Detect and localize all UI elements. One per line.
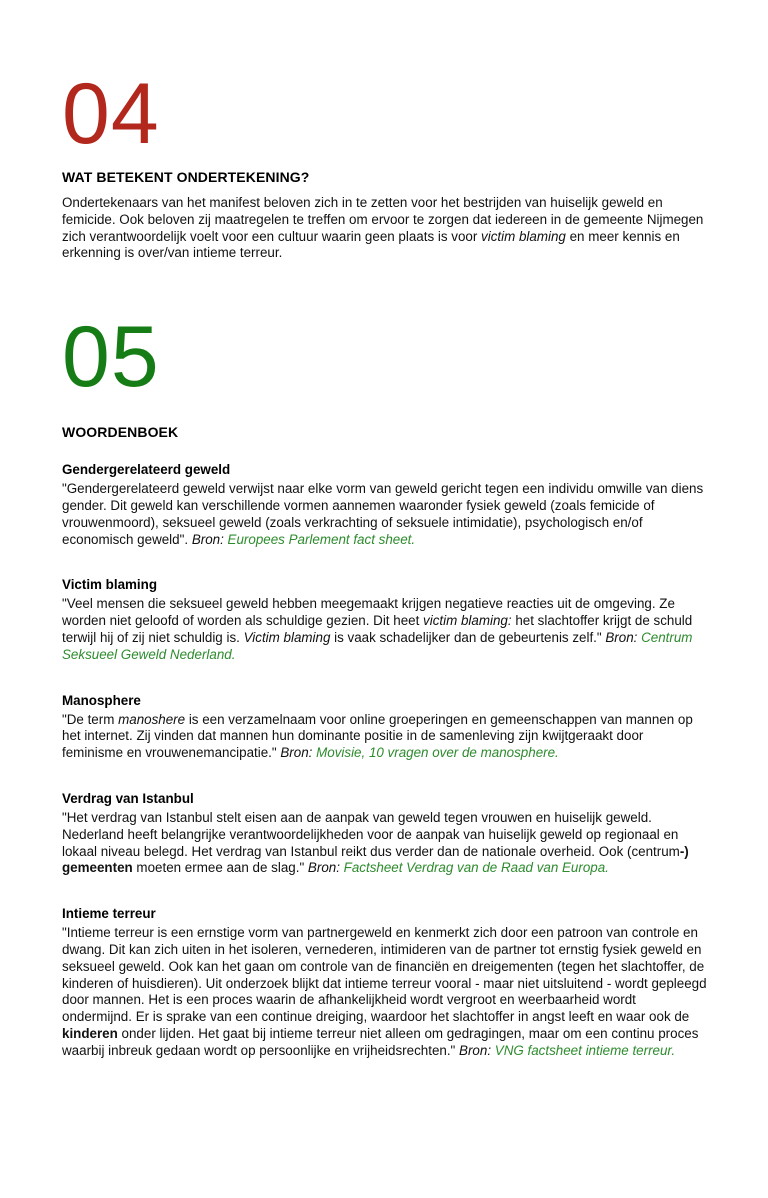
text-span: "De term <box>62 711 119 727</box>
entry-term: Verdrag van Istanbul <box>62 790 194 806</box>
italic-span: Bron: <box>605 629 642 645</box>
text-span: onder lijden. Het gaat bij intieme terreur niet alleen om gedragingen, maar om een continu proces waarbij inbreuk gedaan wordt op persoonlijke en vrijheidsrechten." <box>62 1025 699 1058</box>
source-link[interactable]: Movisie, 10 vragen over de manosphere. <box>316 745 559 761</box>
source-link[interactable]: Centrum Seksueel Geweld Nederland. <box>62 629 693 662</box>
text-span: "Intieme terreur is een ernstige vorm van partnergeweld en kenmerkt zich door een patroon van controle en dwang. Dit kan zich uiten in het isoleren, vernederen, intimideren van de partner tot ernstig fysiek geweld en seksueel geweld. Ook kan het gaan om controle van de financiën en dreigementen (tegen het slachtoffer, de kinderen of huisdieren). Uit onderzoek blijkt dat intieme terreur vooral - maar niet uitsluitend - wordt gepleegd door mannen. Het is een proces waarin de afhankelijkheid wordt vergroot en weerbaarheid wordt ondermijnd. Er is sprake van een continue dreiging, waardoor het slachtoffer in angst leeft en waar ook de <box>62 925 707 1025</box>
dictionary-entry <box>62 693 707 762</box>
source-link[interactable]: VNG factsheet intieme terreur. <box>494 1042 676 1058</box>
bold-span: -) gemeenten <box>62 843 689 876</box>
dictionary-entry <box>62 906 707 1059</box>
text-span: is vaak schadelijker dan de gebeurtenis zelf." <box>330 629 606 645</box>
section-04 <box>62 66 707 262</box>
text-span: "Gendergerelateerd geweld verwijst naar elke vorm van geweld gericht tegen een individu omwille van diens gender. Dit geweld kan verschillende vormen aannemen waaronder fysiek geweld (zoals femicide of vrouwenmoord), seksueel geweld (zoals verkrachting of seksuele intimidatie), psychologisch en/of economisch geweld". <box>62 481 704 547</box>
source-link[interactable]: Factsheet Verdrag van de Raad van Europa. <box>343 860 609 876</box>
entry-definition <box>62 596 707 663</box>
entry-definition <box>62 925 707 1059</box>
entry-definition <box>62 481 707 548</box>
text-span: "Het verdrag van Istanbul stelt eisen aan de aanpak van geweld tegen vrouwen en huiselijk geweld. Nederland heeft belangrijke verantwoordelijkheden voor de aanpak van huiselijk geweld op regionaal en lokaal niveau belegd. Het verdrag van Istanbul reikt dus verder dan de nationale overheid. Ook (centrum <box>62 809 680 859</box>
entry-term: Victim blaming <box>62 577 157 593</box>
italic-span: victim blaming: <box>423 613 512 629</box>
text-span: Ondertekenaars van het manifest beloven zich in te zetten voor het bestrijden van huiselijk geweld en femicide. Ook beloven zij maatregelen te treffen om ervoor te zorgen dat iedereen in de gemeente Nijmegen zich verantwoordelijk voelt voor een cultuur waarin geen plaats is voor <box>62 195 704 244</box>
entry-term: Manosphere <box>62 692 141 708</box>
text-span: "Veel mensen die seksueel geweld hebben meegemaakt krijgen negatieve reacties uit de omgeving. Ze worden niet geloofd of worden als schuldige gezien. Dit heet <box>62 596 675 629</box>
document-page <box>0 66 768 1198</box>
section-04-heading: WAT BETEKENT ONDERTEKENING? <box>62 169 310 185</box>
source-link[interactable]: Europees Parlement fact sheet. <box>227 531 416 547</box>
text-span: het slachtoffer krijgt de schuld terwijl hij of zij niet schuldig is. <box>62 613 693 645</box>
entry-definition <box>62 810 707 877</box>
section-05-heading: WOORDENBOEK <box>62 424 179 441</box>
entry-term: Intieme terreur <box>62 906 156 922</box>
italic-span: Bron: <box>191 531 228 547</box>
italic-span: Victim blaming <box>243 629 331 645</box>
section-number-05: 05 <box>62 309 160 406</box>
entry-definition <box>62 712 707 762</box>
italic-span: Bron: <box>280 745 317 761</box>
dictionary-entry <box>62 462 707 548</box>
entry-term: Gendergerelateerd geweld <box>62 462 231 478</box>
bold-span: kinderen <box>62 1025 118 1041</box>
text-span: is een verzamelnaam voor online groeperingen en gemeenschappen van mannen op het internet. Zij vinden dat mannen hun dominante positie in de samenleving zijn kwijtgeraakt door feminisme en vrouwenemancipatie." <box>62 711 693 761</box>
section-04-paragraph <box>62 195 707 262</box>
italic-span: victim blaming <box>481 228 566 244</box>
dictionary-entry <box>62 791 707 877</box>
section-05 <box>62 309 707 1059</box>
section-number-04: 04 <box>62 66 160 162</box>
italic-span: manoshere <box>118 711 186 727</box>
italic-span: Bron: <box>459 1042 495 1058</box>
dictionary-entry <box>62 577 707 663</box>
text-span: moeten ermee aan de slag." <box>132 860 308 876</box>
dictionary-entries <box>62 462 707 1059</box>
text-span: en meer kennis en erkenning is over/van intieme terreur. <box>62 228 680 261</box>
italic-span: Bron: <box>307 860 344 876</box>
